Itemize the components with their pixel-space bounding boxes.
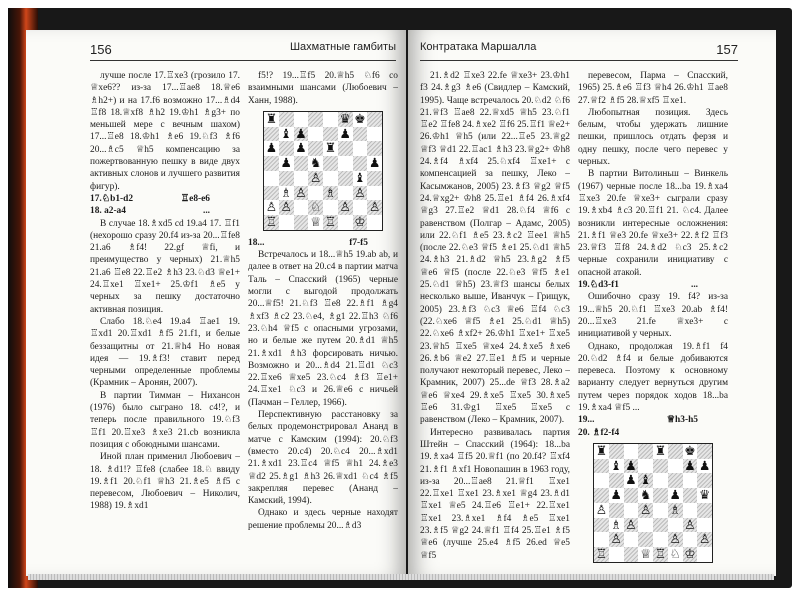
board-square: [697, 503, 712, 518]
paragraph: Интересно развивалась партия Штейн – Спасский (1964): 18...ba 19.♗xa4 ♖f5 20.♕f1 (по 20.f4? ♖xf4 21.♗f1 ♗xf1 Новопашин в 1963 году, из-за 20...♖ae8 21.♕f1 ♖xe1 22.♖xe1 ♖xe1 23.♗xe1 ♕g4 23.♗d1 ♖xe1 ♕e5 24.♖e6 ♖e1+ 22.♖xe1 ♖xe1 23.♗xe1 ♗f4 ♗e5 ♖xe1 23.♗f5 ♕g2 24.♕f1 ♖f4 25.♖e1 ♗f5 ♕e6 (лучше 25.e4 ♗f5 26.ed ♕e5 ♕f5: [420, 427, 570, 561]
header-rule: [90, 60, 396, 61]
move-line: [578, 427, 728, 439]
board-square: [279, 112, 294, 127]
board-square: [323, 127, 338, 142]
board-square: [638, 532, 653, 547]
paragraph: Слабо 18.♘e4 19.a4 ♖ae1 19. ♖xd1 20.♖xd1 ♗f5 21.f1, и белые беззащитны от 21.♕h4 Но новая идея — 19.♗f3! ставит перед черными определенные проблемы (Крамник – Аронян, 2007).: [90, 316, 240, 389]
chess-piece: ♗: [669, 501, 681, 517]
chess-piece: ♗: [610, 516, 622, 532]
board-square: [594, 518, 609, 533]
board-square: [638, 518, 653, 533]
board-square: [323, 112, 338, 127]
paragraph: Однако и здесь черные находят решение проблемы 20...♗d3: [248, 508, 398, 531]
move-line: [248, 237, 398, 249]
paragraph: В партии Витолиньш – Винкель (1967) черные после 18...ba 19.♗xa4 ♖xe3 20.fe ♕xe3+ сыграли сразу 19.♗xb4 ♗c3 20.♖f1 21. ♘c4. Далее возникли интересные осложнения: 21.♗f1 ♕e3 20.fe ♕xe3+ 22.♗f2 ♖f3 23.♕f3 ♖f8 24.♗d2 ♘c3 25.♗c2 черные сохранили инициативу с опасной атакой.: [578, 169, 728, 278]
board-square: [367, 215, 382, 230]
left-page-column-2: [248, 70, 398, 532]
chess-piece: ♗: [324, 184, 337, 200]
board-square: [323, 156, 338, 171]
board-square: [338, 215, 353, 230]
chess-piece: ♛: [698, 487, 711, 503]
page-number: 157: [716, 42, 738, 57]
chess-piece: ♙: [639, 501, 652, 517]
chess-piece: ♟: [625, 472, 637, 488]
board-square: [653, 459, 668, 474]
paragraph: перевесом, Парма – Спасский, 1965) 25.♗e6 ♖f3 ♕h4 26.♔h1 ♖ae8 27.♕f2 ♗f5 28.♕xf5 ♖xe1.: [578, 71, 728, 106]
chess-piece: ♞: [639, 487, 652, 503]
chess-diagram-2: [593, 443, 713, 563]
left-page: [26, 30, 406, 576]
board-square: [653, 488, 668, 503]
board-square: [338, 186, 353, 201]
board-square: [279, 215, 294, 230]
chess-piece: ♙: [595, 501, 608, 517]
chess-piece: ♙: [339, 199, 351, 215]
chess-piece: ♝: [280, 125, 292, 141]
board-square: [653, 503, 668, 518]
board-square: [308, 141, 323, 156]
chess-piece: ♚: [354, 110, 366, 126]
column-text-top: [248, 70, 398, 107]
chess-piece: ♖: [595, 546, 608, 562]
board-square: [353, 156, 368, 171]
move-black: ...: [690, 280, 698, 291]
chess-piece: ♜: [265, 110, 278, 126]
move-white: 20. ♗f2-f4: [578, 427, 620, 438]
board-square: [624, 547, 639, 562]
board-square: [294, 200, 309, 215]
chess-piece: ♖: [265, 214, 278, 230]
board-square: [264, 127, 279, 142]
board-square: [353, 141, 368, 156]
chess-piece: ♕: [309, 214, 322, 230]
board-square: [638, 459, 653, 474]
paragraph: Иной план применил Любоевич – 18. ♗d1!? ♖fe8 (слабее 18.♘ ввиду 19.♗f1 20.♘f1 ♕h3 21.♗e5 ♗f5 с перевесом, Любоевич – Николич, 1988) 19.♗xd1: [90, 452, 240, 512]
board-square: [624, 503, 639, 518]
board-square: [338, 141, 353, 156]
chess-piece: ♟: [698, 457, 711, 473]
move-line: [90, 205, 240, 217]
chess-piece: ♟: [625, 457, 637, 473]
paragraph: Перспективную расстановку за белых продемонстрировал Ананд в матче с Камским (1994): 20.♘f3 (вместо 20.c4) 20.♘c4 20...♗xd1 21.♗xd1 23.♖c4 ♕f5 ♕h1 24.♗e3 ♕d2 25.♗g1 ♗h3 26.♕xd1 ♘c4 ♗f5 закрепляя перевес (Ананд – Камский, 1994).: [248, 410, 398, 507]
column-text-top: [578, 70, 728, 279]
paragraph: 21.♗d2 ♖xe3 22.fe ♕xe3+ 23.♔h1 f3 24.♗g3 ♗e6 (Свидлер – Камский, 1995). Чаще встречалось 20.♘d2 ♘f6 21.♕f3 ♖ae8 22.♕xd5 ♕h5 23.♘f1 ♖e2 ♖fe8 24.♗xe2 ♖f6 25.♖f1 ♕e2+ 26.♔h1 ♕h5 (или 22...♖e5 23.♕g2 ♕f3 ♕d1 22.♖ac1 ♗h3 23.♕g2+ ♔h8 24.♗f4 ♗xf4 25.♘xf4 ♖xe1+ с компенсацией за пешку, Леко – Касымжанов, 2005) 23.♗f3 ♕g2 ♕f5 24.♕xg2+ ♔h8 25.♖e1 ♗f4 26.♗xf4 ♕g3 27.♖e2 ♕d1 28.♘f4 ♕f6 с равенством (Полгар – Адамс, 2005) или 22.♘f1 ♗e5 23.♗c2 ♖ee1 ♕h5 (после 22.♘e3 ♕f5 ♗e1 25.♘d1 ♕h5 24.♗h3 21.♗d2 ♕h5 23.♗g2 ♗f5 ♕e6 ♕f5 (после 22.♘e3 ♕f5 ♗e1 25.♘d1 ♕h5) 23.♕f3 шансы белых несколько выше, Иванчук – Грищук, 2005) 23.♗f3 ♘c3 ♕e6 ♖f4 ♘c3 (22.♘xe6 ♕f5 ♗e1 25.♘d1 ♕h5) 22.♘xe6 ♗xf2+ 26.♔h1 ♖xe1+ ♖xe5 23.♕h5 ♖xe5 ♕xe4 24.♗xe5 ♗xe6 26.♗b6 ♕e2 27.♖e1 ♗f5 и черные получают некоторый перевес, Леко – Крамник, 2007) 25...de ♕f3 28.♗a2 ♕e6 ♕xe4 29.♗xe5 ♖xe5 30.♗xe5 ♖e6 31.♔g1 ♖xe5 ♖xe5 с равенством (Леко – Крамник, 2007).: [420, 71, 570, 426]
board-square: [594, 459, 609, 474]
paragraph: В партии Тимман – Нихансон (1976) было сыграно 18. c4!?, и теперь после правильного 19.♘f3 ♖f1 20.♖xe3 ♗xe3 21.cb возникла позиция с обоюдными шансами.: [90, 390, 240, 450]
board-square: [683, 488, 698, 503]
board-square: [353, 200, 368, 215]
board-square: [294, 171, 309, 186]
chess-piece: ♙: [309, 169, 322, 185]
chess-piece: ♙: [354, 184, 366, 200]
move-line: [578, 414, 728, 426]
left-page-header: [90, 40, 396, 64]
board-square: [367, 171, 382, 186]
board-square: [653, 532, 668, 547]
board-square: [294, 215, 309, 230]
chess-piece: ♜: [654, 442, 667, 458]
chess-piece: ♙: [368, 199, 381, 215]
paragraph: f5!? 19...♖f5 20.♕h5 ♘f6 со взаимными шансами (Любоевич – Ханн, 1988).: [248, 71, 398, 106]
chess-diagram-1: [263, 111, 383, 231]
chess-piece: ♟: [295, 140, 307, 156]
chess-piece: ♝: [354, 169, 366, 185]
board-square: [697, 444, 712, 459]
paragraph: В случае 18.♗xd5 cd 19.a4 17. ♖f1 (нехорошо сразу 20.f4 из-за 20...♖fe8 21.a6 ♗f4! 22.gf ♕fi, и преимущество у черных) 21.♕h5 21.a6 ♖e8 22.♖e2 ♗h3 23.♘d3 ♕e1+ 24.♖xe1 ♖xe1+ 25.♔f1 ♗e5 у черных за пешку достаточно активная позиция.: [90, 218, 240, 315]
chess-piece: ♙: [684, 516, 696, 532]
chess-piece: ♘: [309, 199, 322, 215]
move-black: ...: [202, 206, 210, 217]
board-square: [668, 518, 683, 533]
chess-piece: ♟: [610, 487, 622, 503]
board-square: [638, 444, 653, 459]
chess-piece: ♔: [354, 214, 366, 230]
paragraph: Встречалось и 18...♕h5 19.ab ab, и далее в ответ на 20.c4 в партии матча Таль – Спасский (1965) черные могли с выгодой продолжать 20...♕f5! 21.♘f3 ♖e8 22.♗f1 ♗g4 ♗xf3 ♗c2 23.♘e4, ♗g1 22.♖h3 ♘f6 23.♘h4 ♕f5 с опасными угрозами, но и белые же путем 20.♗d1 ♕h5 21.♗xd1 ♗h3 форсировать ничью. Возможно и 20...♗d4 21.♖d1 ♘c3 22.♖xe6 ♕xe5 23.♘c4 ♗f3 ♖e1+ 24.♖xe1 ♘c3 и 26.♕e6 с ничьей (Пачман – Геллер, 1966).: [248, 250, 398, 408]
move-black: ♖e8-e6: [180, 193, 210, 204]
board-square: [624, 532, 639, 547]
page-number: 156: [90, 42, 112, 57]
paragraph: Ошибочно сразу 19. f4? из-за 19...♕h5 20.♘f1 ♖xe3 20.ab ♗f4! 20...♖xe3 21.fe ♕xe3+ с инициативой у черных.: [578, 292, 728, 340]
board-square: [609, 547, 624, 562]
chess-piece: ♙: [625, 516, 637, 532]
board-square: [367, 186, 382, 201]
board-square: [594, 488, 609, 503]
chess-piece: ♖: [654, 546, 667, 562]
board-square: [294, 156, 309, 171]
board-square: [624, 444, 639, 459]
chess-piece: ♙: [295, 184, 307, 200]
board-square: [338, 156, 353, 171]
board-square: [594, 473, 609, 488]
chess-piece: ♟: [684, 457, 696, 473]
chess-piece: ♟: [265, 140, 278, 156]
chess-piece: ♙: [610, 531, 622, 547]
chess-piece: ♕: [639, 546, 652, 562]
board-square: [624, 488, 639, 503]
right-page: [408, 30, 776, 576]
column-text-bottom: [578, 279, 728, 439]
board-square: [367, 112, 382, 127]
chess-piece: ♗: [280, 184, 292, 200]
chess-piece: ♙: [280, 199, 292, 215]
board-square: [668, 473, 683, 488]
board-square: [308, 112, 323, 127]
board-square: [279, 141, 294, 156]
move-line: [578, 279, 728, 291]
chess-piece: ♝: [610, 457, 622, 473]
chess-piece: ♝: [639, 472, 652, 488]
paragraph: Однако, продолжая 19.♗f1 f4 20.♘d2 ♗f4 и белые добиваются перевеса. Поэтому к основному варианту следует вернуться другим путем через порядок ходов 18...ba 19.♗xa4 ♕f5 ...: [578, 341, 728, 414]
chess-piece: ♚: [684, 442, 696, 458]
right-page-column-2: [578, 70, 728, 569]
board-square: [323, 171, 338, 186]
board-square: [683, 473, 698, 488]
page-edges: [28, 574, 774, 580]
paragraph: Любопытная позиция. Здесь белым, чтобы удержать лишние пешки, пришлось отдать ферзя и одну пешку, после чего перевес у черных.: [578, 107, 728, 168]
board-square: [264, 156, 279, 171]
board-square: [338, 171, 353, 186]
chess-piece: ♟: [368, 155, 381, 171]
chess-piece: ♔: [684, 546, 696, 562]
book: [8, 8, 792, 588]
board-square: [264, 171, 279, 186]
board-square: [279, 171, 294, 186]
board-square: [697, 547, 712, 562]
board-square: [609, 473, 624, 488]
board-square: [609, 444, 624, 459]
board-square: [308, 127, 323, 142]
board-square: [697, 518, 712, 533]
board-square: [683, 503, 698, 518]
chess-piece: ♜: [595, 442, 608, 458]
move-line: [90, 193, 240, 205]
right-page-header: [420, 40, 738, 64]
board-square: [367, 127, 382, 142]
board-square: [294, 112, 309, 127]
chess-piece: ♟: [339, 125, 351, 141]
running-title: Шахматные гамбиты: [289, 41, 396, 53]
move-white: 18. a2-a4: [90, 206, 126, 217]
right-page-column-1: [420, 70, 570, 562]
chess-piece: ♛: [339, 110, 351, 126]
chess-piece: ♟: [295, 125, 307, 141]
chess-piece: ♙: [265, 199, 278, 215]
move-black: ♕h3-h5: [666, 415, 698, 426]
chess-piece: ♙: [669, 531, 681, 547]
chess-piece: ♙: [698, 531, 711, 547]
chess-piece: ♘: [669, 546, 681, 562]
chess-piece: ♞: [309, 155, 322, 171]
board-square: [653, 518, 668, 533]
board-square: [609, 503, 624, 518]
move-white: 18...: [248, 237, 265, 248]
chess-piece: ♖: [324, 214, 337, 230]
chess-piece: ♟: [280, 155, 292, 171]
board-square: [668, 459, 683, 474]
board-square: [323, 200, 338, 215]
board-square: [653, 473, 668, 488]
move-white: 19.♘d3-f1: [578, 280, 619, 291]
board-square: [668, 444, 683, 459]
board-square: [683, 532, 698, 547]
paragraph: лучше после 17.♖xe3 (грозило 17. ♕xe6?? из-за 17...♖ae8 18.♕e6 ♗h2+) и на 17.f6 возможно 17...♗d4 ♖f8 18.♕xf8 ♗h2 19.♔h1 ♗g3+ по меньшей мере с вечным шахом) 17...♖e8 18.♔h1 ♗e6 19.♘f3 ♗f6 20...♗c5 ♕h5 компенсацию за пожертвованную пешку в виде двух активных слонов и лучшего развития фигур).: [90, 71, 240, 192]
board-square: [697, 473, 712, 488]
chess-piece: ♜: [324, 140, 337, 156]
move-black: f7-f5: [349, 237, 368, 248]
board-square: [367, 141, 382, 156]
move-white: 19...: [578, 415, 595, 426]
header-rule: [420, 60, 738, 61]
board-square: [264, 186, 279, 201]
left-page-column-1: [90, 70, 240, 513]
board-square: [353, 127, 368, 142]
chess-piece: ♟: [669, 487, 681, 503]
board-square: [308, 186, 323, 201]
running-title: Контратака Маршалла: [420, 41, 537, 53]
board-square: [594, 532, 609, 547]
move-white: 17.♘b1-d2: [90, 193, 134, 204]
column-text-bottom: [248, 237, 398, 532]
